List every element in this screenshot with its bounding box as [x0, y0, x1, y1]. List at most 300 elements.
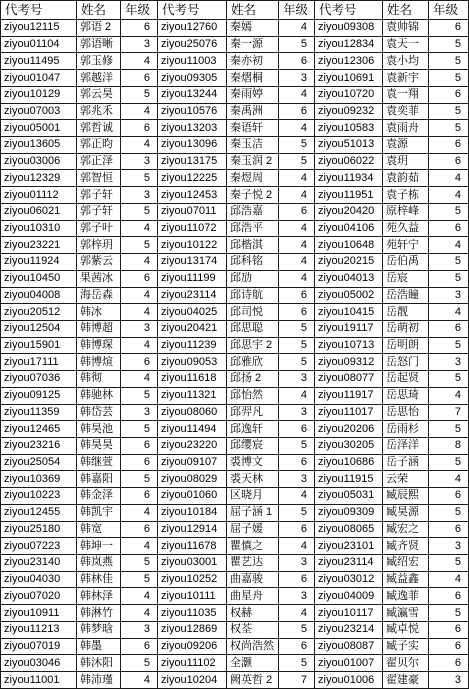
name-cell: 郭正泽	[77, 153, 121, 170]
exam-id-cell: ziyou11618	[158, 371, 227, 388]
exam-id-cell: ziyou08060	[158, 404, 227, 421]
exam-id-cell: ziyou10576	[158, 103, 227, 120]
grade-cell: 3	[429, 538, 469, 555]
grade-cell: 4	[121, 371, 158, 388]
exam-id-cell: ziyou10713	[315, 337, 383, 354]
exam-id-cell: ziyou07223	[1, 538, 77, 555]
name-cell: 岳雨杉	[383, 421, 429, 438]
grade-cell: 6	[279, 287, 315, 304]
grade-cell: 5	[429, 371, 469, 388]
grade-cell: 6	[121, 354, 158, 371]
exam-id-cell: ziyou09305	[158, 70, 227, 87]
name-cell: 秦嫣	[227, 20, 279, 37]
name-cell: 邱逸轩	[227, 421, 279, 438]
name-cell: 郭语晰	[77, 36, 121, 53]
table-row	[1, 70, 469, 87]
name-cell: 秦玉洁	[227, 137, 279, 154]
exam-id-cell: ziyou11213	[1, 621, 77, 638]
exam-id-cell: ziyou20206	[315, 421, 383, 438]
grade-cell: 6	[279, 521, 315, 538]
grade-cell: 4	[429, 471, 469, 488]
grade-cell: 4	[121, 588, 158, 605]
name-cell: 屈子媛	[227, 521, 279, 538]
grade-cell: 6	[279, 454, 315, 471]
exam-id-cell: ziyou11102	[158, 655, 227, 672]
name-cell: 岳靓	[383, 304, 429, 321]
table-row	[1, 555, 469, 572]
name-cell: 岳明朗	[383, 337, 429, 354]
grade-cell: 3	[121, 621, 158, 638]
name-cell: 臧昊源	[383, 504, 429, 521]
exam-id-cell: ziyou12914	[158, 521, 227, 538]
name-cell: 秦一源	[227, 36, 279, 53]
exam-id-cell: ziyou08065	[315, 521, 383, 538]
grade-cell: 4	[279, 187, 315, 204]
name-cell: 果茜冰	[77, 270, 121, 287]
grade-cell: 5	[279, 137, 315, 154]
name-cell: 岳思琦	[383, 387, 429, 404]
name-cell: 韩林泽	[77, 588, 121, 605]
exam-id-cell: ziyou09232	[315, 103, 383, 120]
grade-cell: 5	[121, 421, 158, 438]
name-cell: 曲星舟	[227, 588, 279, 605]
table-row	[1, 53, 469, 70]
name-cell: 邱诗航	[227, 287, 279, 304]
grade-cell: 5	[121, 86, 158, 103]
exam-id-cell: ziyou10583	[315, 120, 383, 137]
name-cell: 袁雨舟	[383, 120, 429, 137]
name-cell: 袁小均	[383, 53, 429, 70]
grade-cell: 3	[279, 471, 315, 488]
exam-id-cell: ziyou12115	[1, 20, 77, 37]
name-cell: 郭兆禾	[77, 103, 121, 120]
grade-cell: 6	[429, 521, 469, 538]
exam-id-cell: ziyou11321	[158, 387, 227, 404]
exam-id-cell: ziyou09107	[158, 454, 227, 471]
name-cell: 阙英哲 2	[227, 672, 279, 689]
name-cell: 全灏	[227, 655, 279, 672]
grade-header: 年级	[121, 1, 158, 20]
grade-cell: 3	[279, 555, 315, 572]
grade-cell: 5	[279, 153, 315, 170]
table-row	[1, 20, 469, 37]
exam-id-cell: ziyou04106	[315, 220, 383, 237]
name-cell: 韩冰	[77, 304, 121, 321]
grade-cell: 6	[429, 638, 469, 655]
name-cell: 邱缨宸	[227, 437, 279, 454]
exam-id-cell: ziyou09308	[315, 20, 383, 37]
name-cell: 邱科铭	[227, 254, 279, 271]
name-cell: 秦禹洲	[227, 103, 279, 120]
exam-id-header: 代考号	[158, 1, 227, 20]
table-row	[1, 621, 469, 638]
name-cell: 海岳森	[77, 287, 121, 304]
table-row	[1, 605, 469, 622]
name-cell: 屈子涵 1	[227, 504, 279, 521]
grade-cell: 5	[429, 504, 469, 521]
grade-cell: 3	[429, 354, 469, 371]
grade-cell: 3	[121, 36, 158, 53]
grade-cell: 4	[279, 86, 315, 103]
exam-id-cell: ziyou05001	[1, 120, 77, 137]
grade-cell: 4	[279, 605, 315, 622]
grade-cell: 5	[279, 36, 315, 53]
table-row	[1, 304, 469, 321]
name-cell: 袁帅锦	[383, 20, 429, 37]
exam-id-cell: ziyou20420	[315, 203, 383, 220]
grade-cell: 5	[121, 387, 158, 404]
exam-id-cell: ziyou11934	[315, 170, 383, 187]
exam-id-cell: ziyou08077	[315, 371, 383, 388]
name-cell: 韩宽	[77, 521, 121, 538]
exam-id-header: 代考号	[1, 1, 77, 20]
exam-id-cell: ziyou11017	[315, 404, 383, 421]
name-cell: 权赫	[227, 605, 279, 622]
table-row	[1, 421, 469, 438]
name-cell: 臧绍宏	[383, 555, 429, 572]
grade-cell: 6	[121, 638, 158, 655]
name-cell: 韩昊昊	[77, 437, 121, 454]
grade-cell: 5	[279, 504, 315, 521]
grade-cell: 6	[429, 220, 469, 237]
grade-cell: 5	[279, 621, 315, 638]
name-cell: 袁源	[383, 137, 429, 154]
grade-cell: 4	[279, 170, 315, 187]
grade-cell: 3	[121, 153, 158, 170]
exam-id-cell: ziyou13175	[158, 153, 227, 170]
grade-cell: 4	[279, 20, 315, 37]
grade-cell: 4	[279, 220, 315, 237]
name-cell: 臧子实	[383, 638, 429, 655]
grade-cell: 5	[429, 555, 469, 572]
name-cell: 苑轩宁	[383, 237, 429, 254]
name-cell: 臧卓悦	[383, 621, 429, 638]
exam-id-cell: ziyou01007	[315, 655, 383, 672]
exam-id-cell: ziyou04013	[315, 270, 383, 287]
grade-cell: 3	[121, 320, 158, 337]
name-cell: 岳思怡	[383, 404, 429, 421]
grade-cell: 5	[279, 337, 315, 354]
grade-cell: 5	[429, 337, 469, 354]
exam-id-cell: ziyou03012	[315, 571, 383, 588]
exam-id-cell: ziyou17111	[1, 354, 77, 371]
exam-id-cell: ziyou11917	[315, 387, 383, 404]
table-body	[1, 20, 469, 689]
table-row	[1, 354, 469, 371]
exam-id-cell: ziyou04008	[1, 287, 77, 304]
name-cell: 韩博琛	[77, 337, 121, 354]
grade-cell: 4	[121, 538, 158, 555]
grade-cell: 5	[121, 571, 158, 588]
grade-cell: 5	[429, 421, 469, 438]
name-cell: 秦玉润 2	[227, 153, 279, 170]
grade-cell: 5	[121, 555, 158, 572]
exam-id-cell: ziyou09312	[315, 354, 383, 371]
exam-id-cell: ziyou10129	[1, 86, 77, 103]
table-row	[1, 387, 469, 404]
exam-id-cell: ziyou06022	[315, 153, 383, 170]
exam-id-cell: ziyou09125	[1, 387, 77, 404]
name-cell: 韩嘉阳	[77, 471, 121, 488]
exam-id-cell: ziyou11494	[158, 421, 227, 438]
table-row	[1, 471, 469, 488]
grade-cell: 5	[121, 471, 158, 488]
name-cell: 韩彻	[77, 371, 121, 388]
name-cell: 曲嘉骏	[227, 571, 279, 588]
name-cell: 邱楷淇	[227, 237, 279, 254]
table-row	[1, 220, 469, 237]
exam-id-cell: ziyou11495	[1, 53, 77, 70]
name-cell: 岳子涵	[383, 454, 429, 471]
grade-cell: 4	[121, 605, 158, 622]
exam-id-cell: ziyou04025	[158, 304, 227, 321]
grade-cell: 4	[279, 270, 315, 287]
exam-id-cell: ziyou25054	[1, 454, 77, 471]
exam-id-cell: ziyou10252	[158, 571, 227, 588]
name-cell: 韩坤一	[77, 538, 121, 555]
name-cell: 臧瀛雪	[383, 605, 429, 622]
exam-id-cell: ziyou01006	[315, 672, 383, 689]
name-cell: 郭玉修	[77, 53, 121, 70]
grade-cell: 6	[429, 655, 469, 672]
name-cell: 裘天林	[227, 471, 279, 488]
exam-id-cell: ziyou05002	[315, 287, 383, 304]
grade-cell: 6	[121, 270, 158, 287]
grade-cell: 3	[429, 287, 469, 304]
grade-cell: 4	[121, 137, 158, 154]
grade-cell: 5	[429, 70, 469, 87]
grade-cell: 4	[121, 304, 158, 321]
exam-id-cell: ziyou10223	[1, 488, 77, 505]
exam-id-cell: ziyou20215	[315, 254, 383, 271]
grade-cell: 6	[279, 571, 315, 588]
name-cell: 袁子栋	[383, 187, 429, 204]
grade-cell: 6	[429, 320, 469, 337]
exam-id-cell: ziyou11239	[158, 337, 227, 354]
name-cell: 瞿艺达	[227, 555, 279, 572]
table-row	[1, 270, 469, 287]
name-cell: 臧逸菲	[383, 588, 429, 605]
exam-id-header: 代考号	[315, 1, 383, 20]
name-cell: 袁一翔	[383, 86, 429, 103]
exam-id-cell: ziyou12504	[1, 320, 77, 337]
grade-cell: 4	[121, 220, 158, 237]
grade-cell: 6	[121, 488, 158, 505]
table-row	[1, 672, 469, 689]
grade-cell: 6	[279, 638, 315, 655]
table-row	[1, 521, 469, 538]
grade-cell: 6	[429, 621, 469, 638]
name-cell: 秦亦初	[227, 53, 279, 70]
name-cell: 郭紫云	[77, 254, 121, 271]
exam-id-cell: ziyou11001	[1, 672, 77, 689]
exam-id-cell: ziyou11951	[315, 187, 383, 204]
exam-id-cell: ziyou01060	[158, 488, 227, 505]
grade-cell: 3	[279, 588, 315, 605]
name-cell: 秦熠桐	[227, 70, 279, 87]
exam-id-cell: ziyou04030	[1, 571, 77, 588]
grade-cell: 5	[429, 103, 469, 120]
name-cell: 韩林佳	[77, 571, 121, 588]
name-cell: 邱思聪	[227, 320, 279, 337]
exam-id-cell: ziyou12869	[158, 621, 227, 638]
name-cell: 翟贝尔	[383, 655, 429, 672]
grade-cell: 6	[121, 120, 158, 137]
exam-id-cell: ziyou25180	[1, 521, 77, 538]
name-cell: 权尚浩然	[227, 638, 279, 655]
grade-cell: 6	[429, 20, 469, 37]
name-cell: 岳泽洋	[383, 437, 429, 454]
name-cell: 秦语轩	[227, 120, 279, 137]
name-cell: 韩博煊	[77, 354, 121, 371]
exam-id-cell: ziyou10720	[315, 86, 383, 103]
name-header: 姓名	[383, 1, 429, 20]
table-row	[1, 187, 469, 204]
grade-cell: 6	[279, 103, 315, 120]
table-row	[1, 454, 469, 471]
exam-id-cell: ziyou20421	[158, 320, 227, 337]
exam-id-cell: ziyou07019	[1, 638, 77, 655]
grade-cell: 4	[429, 571, 469, 588]
exam-id-cell: ziyou10117	[315, 605, 383, 622]
exam-id-cell: ziyou09053	[158, 354, 227, 371]
table-row	[1, 120, 469, 137]
exam-id-cell: ziyou09206	[158, 638, 227, 655]
exam-id-cell: ziyou10369	[1, 471, 77, 488]
name-header: 姓名	[227, 1, 279, 20]
name-cell: 韩凯宇	[77, 504, 121, 521]
grade-cell: 5	[279, 437, 315, 454]
exam-id-cell: ziyou10111	[158, 588, 227, 605]
grade-cell: 5	[429, 36, 469, 53]
name-cell: 臧宏之	[383, 521, 429, 538]
table-header	[1, 1, 469, 20]
name-header: 姓名	[77, 1, 121, 20]
grade-cell: 4	[279, 254, 315, 271]
table-row	[1, 254, 469, 271]
name-cell: 袁韵茹	[383, 170, 429, 187]
table-row	[1, 153, 469, 170]
table-row	[1, 287, 469, 304]
exam-id-cell: ziyou07036	[1, 371, 77, 388]
name-cell: 郭梓玥	[77, 237, 121, 254]
exam-id-cell: ziyou08029	[158, 471, 227, 488]
grade-cell: 6	[279, 203, 315, 220]
exam-id-cell: ziyou23214	[315, 621, 383, 638]
table-row	[1, 36, 469, 53]
grade-cell: 4	[121, 254, 158, 271]
exam-id-cell: ziyou03001	[158, 555, 227, 572]
name-cell: 臧辰熙	[383, 488, 429, 505]
exam-id-cell: ziyou20512	[1, 304, 77, 321]
name-cell: 郭语 2	[77, 20, 121, 37]
exam-id-cell: ziyou11035	[158, 605, 227, 622]
exam-id-cell: ziyou10450	[1, 270, 77, 287]
name-cell: 权荃	[227, 621, 279, 638]
exam-id-cell: ziyou13605	[1, 137, 77, 154]
name-cell: 韩沐阳	[77, 655, 121, 672]
exam-id-cell: ziyou07003	[1, 103, 77, 120]
grade-cell: 4	[279, 488, 315, 505]
exam-id-cell: ziyou07020	[1, 588, 77, 605]
name-cell: 岳浩瞳	[383, 287, 429, 304]
name-cell: 邱扬 2	[227, 371, 279, 388]
name-cell: 邱浩嘉	[227, 203, 279, 220]
exam-id-cell: ziyou51013	[315, 137, 383, 154]
name-cell: 郭智恒	[77, 170, 121, 187]
exam-id-cell: ziyou10310	[1, 220, 77, 237]
name-cell: 郭子轩	[77, 187, 121, 204]
name-cell: 韩岚燕	[77, 555, 121, 572]
table-row	[1, 488, 469, 505]
grade-cell: 3	[121, 404, 158, 421]
name-cell: 秦子悦 2	[227, 187, 279, 204]
name-cell: 邱司悦	[227, 304, 279, 321]
grade-cell: 4	[121, 287, 158, 304]
table-row	[1, 655, 469, 672]
table-row	[1, 320, 469, 337]
grade-cell: 6	[121, 521, 158, 538]
name-cell: 苑久益	[383, 220, 429, 237]
name-cell: 邱羿凡	[227, 404, 279, 421]
name-cell: 韩淋竹	[77, 605, 121, 622]
table-row	[1, 203, 469, 220]
grade-cell: 4	[121, 672, 158, 689]
name-cell: 郭子轩	[77, 203, 121, 220]
name-cell: 韩博超	[77, 320, 121, 337]
grade-cell: 6	[279, 421, 315, 438]
name-cell: 邱怡然	[227, 387, 279, 404]
exam-id-cell: ziyou10911	[1, 605, 77, 622]
name-cell: 翟建豪	[383, 672, 429, 689]
grade-cell: 6	[121, 20, 158, 37]
name-cell: 郭哲诚	[77, 120, 121, 137]
grade-cell: 5	[121, 655, 158, 672]
name-cell: 岳起贤	[383, 371, 429, 388]
name-cell: 郭子叶	[77, 220, 121, 237]
grade-cell: 5	[429, 120, 469, 137]
exam-id-cell: ziyou01047	[1, 70, 77, 87]
table-row	[1, 588, 469, 605]
exam-id-cell: ziyou11678	[158, 538, 227, 555]
grade-cell: 4	[121, 53, 158, 70]
name-cell: 韩继萱	[77, 454, 121, 471]
name-cell: 郭越洋	[77, 70, 121, 87]
table-row	[1, 170, 469, 187]
name-cell: 袁天一	[383, 36, 429, 53]
exam-id-cell: ziyou23216	[1, 437, 77, 454]
grade-cell: 5	[279, 320, 315, 337]
exam-id-cell: ziyou03046	[1, 655, 77, 672]
exam-id-cell: ziyou30205	[315, 437, 383, 454]
exam-id-cell: ziyou12329	[1, 170, 77, 187]
grade-cell: 3	[279, 70, 315, 87]
exam-id-cell: ziyou23101	[315, 538, 383, 555]
table-row	[1, 237, 469, 254]
grade-cell: 5	[429, 203, 469, 220]
name-cell: 韩金泽	[77, 488, 121, 505]
exam-id-cell: ziyou04009	[315, 588, 383, 605]
grade-cell: 5	[121, 170, 158, 187]
table-row	[1, 538, 469, 555]
grade-cell: 4	[121, 337, 158, 354]
table-row	[1, 638, 469, 655]
exam-id-cell: ziyou05031	[315, 488, 383, 505]
exam-id-cell: ziyou23220	[158, 437, 227, 454]
table-row	[1, 504, 469, 521]
table-row	[1, 86, 469, 103]
grade-cell: 6	[121, 454, 158, 471]
